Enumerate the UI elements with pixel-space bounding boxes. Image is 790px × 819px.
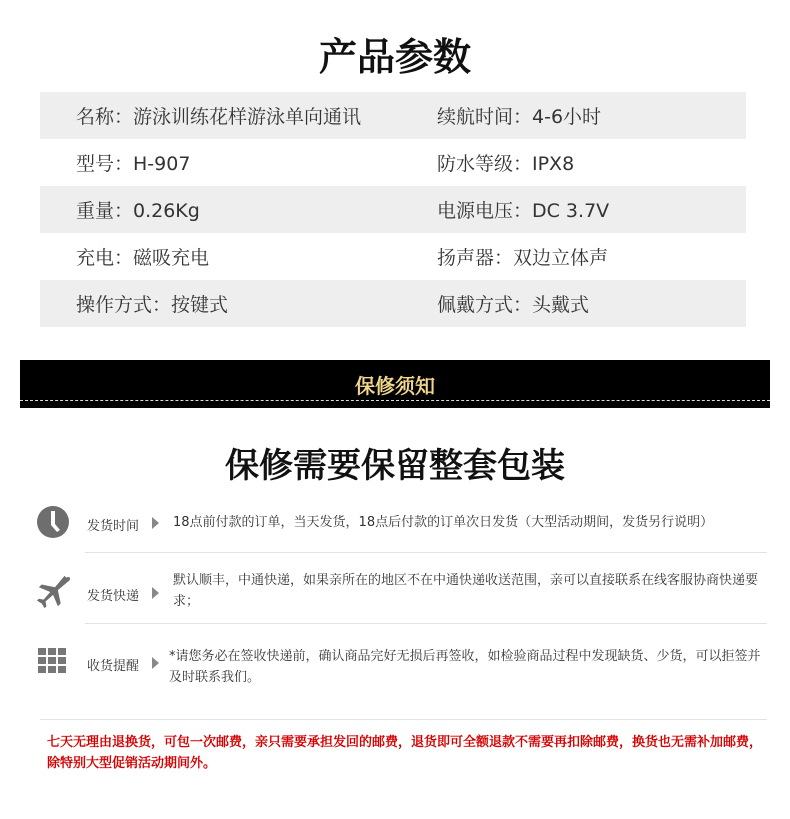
spec-row xyxy=(40,92,746,139)
item-label: 发货快递 xyxy=(87,589,140,604)
divider xyxy=(85,623,767,624)
arrow-right-icon xyxy=(152,657,159,669)
arrow-right-icon xyxy=(152,517,159,529)
return-policy-notice: 七天无理由退换货，可包一次邮费，亲只需要承担发回的邮费，退货即可全额退款不需要再扣除邮费，换货也无需补加邮费，除特别大型促销活动期间外。 xyxy=(47,735,763,771)
spec-right: 防水等级：IPX8 xyxy=(437,153,575,175)
spec-right: 续航时间：4-6小时 xyxy=(437,106,602,128)
spec-left: 型号：H-907 xyxy=(76,153,191,175)
warranty-heading: 保修需要保留整套包装 xyxy=(225,446,565,486)
spec-row xyxy=(40,280,746,327)
spec-left: 操作方式：按键式 xyxy=(76,294,229,316)
spec-row xyxy=(40,186,746,233)
item-label: 收货提醒 xyxy=(87,659,140,674)
item-text: 18点前付款的订单，当天发货，18点后付款的订单次日发货（大型活动期间，发货另行说明） xyxy=(173,515,714,530)
divider xyxy=(40,719,767,720)
arrow-right-icon xyxy=(152,587,159,599)
grid-icon xyxy=(36,646,70,680)
spec-left: 重量：0.26Kg xyxy=(76,200,200,222)
spec-right: 扬声器：双边立体声 xyxy=(437,247,609,269)
warranty-banner xyxy=(20,360,770,408)
spec-left: 充电：磁吸充电 xyxy=(76,247,210,269)
airplane-icon xyxy=(36,574,70,608)
item-text: 默认顺丰，中通快递，如果亲所在的地区不在中通快递收送范围，亲可以直接联系在线客服协商快递要求； xyxy=(173,573,759,609)
clock-icon xyxy=(36,505,70,539)
spec-row xyxy=(40,139,746,186)
spec-row xyxy=(40,233,746,280)
dashed-divider xyxy=(20,400,770,401)
page-title: 产品参数 xyxy=(318,35,471,79)
spec-right: 佩戴方式：头戴式 xyxy=(437,294,590,316)
spec-left: 名称：游泳训练花样游泳单向通讯 xyxy=(76,106,362,128)
spec-right: 电源电压：DC 3.7V xyxy=(437,200,610,222)
divider xyxy=(85,552,767,553)
item-text: *请您务必在签收快递前，确认商品完好无损后再签收，如检验商品过程中发现缺货、少货，可以拒签并及时联系我们。 xyxy=(169,649,761,685)
item-label: 发货时间 xyxy=(87,519,140,534)
banner-title: 保修须知 xyxy=(355,374,435,398)
